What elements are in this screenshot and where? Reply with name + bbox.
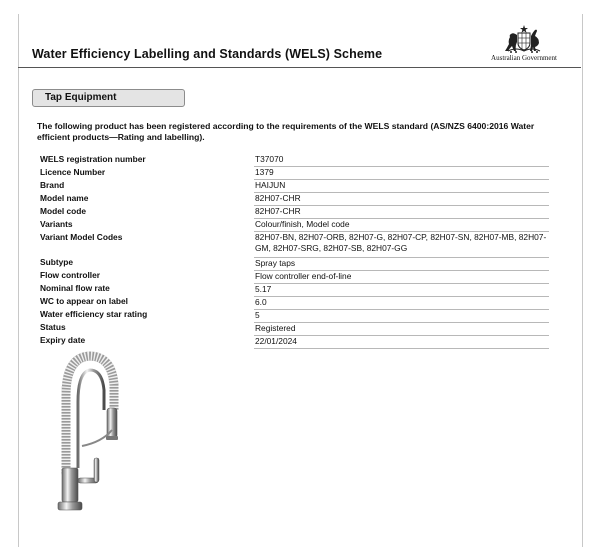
row-value: 5.17 xyxy=(254,283,549,296)
table-row xyxy=(40,219,549,232)
table-row xyxy=(40,335,549,348)
row-label: Flow controller xyxy=(40,270,101,281)
row-value: 82H07-CHR xyxy=(254,193,549,206)
table-row xyxy=(40,283,549,296)
row-label: Brand xyxy=(40,179,65,190)
row-value: Colour/finish, Model code xyxy=(254,219,549,232)
table-row xyxy=(40,206,549,219)
table-row xyxy=(40,180,549,193)
coat-of-arms-icon xyxy=(502,24,546,54)
table-row xyxy=(40,232,549,258)
row-label: Subtype xyxy=(40,257,74,268)
row-label: WELS registration number xyxy=(40,154,146,164)
table-row xyxy=(40,309,549,322)
row-label: Variants xyxy=(40,218,73,229)
product-image-tap xyxy=(44,350,144,515)
logo-caption: Australian Government xyxy=(491,54,557,62)
table-row xyxy=(40,322,549,335)
page-title: Water Efficiency Labelling and Standards (WELS) Scheme xyxy=(32,47,383,61)
table-row xyxy=(40,270,549,283)
section-header xyxy=(32,89,185,107)
row-label: Status xyxy=(40,322,66,333)
row-value: HAIJUN xyxy=(254,180,549,193)
intro-text: The following product has been registered according to the requirements of the WELS standard (AS/NZS 6400:2016 Water efficient products—Rating and labelling). xyxy=(37,121,535,142)
row-value: Spray taps xyxy=(254,257,549,270)
table-row xyxy=(40,193,549,206)
row-label: Expiry date xyxy=(40,335,86,346)
row-label: WC to appear on label xyxy=(40,296,128,307)
section-label: Tap Equipment xyxy=(45,92,117,103)
row-value: Flow controller end-of-line xyxy=(254,270,549,283)
row-label: Nominal flow rate xyxy=(40,283,110,294)
row-label: Licence Number xyxy=(40,166,106,177)
row-label: Model name xyxy=(40,192,89,203)
row-value: 1379 xyxy=(254,167,549,180)
row-value: 5 xyxy=(254,309,549,322)
table-row xyxy=(40,154,549,167)
table-row xyxy=(40,167,549,180)
details-table xyxy=(40,154,549,349)
row-value: 22/01/2024 xyxy=(254,335,549,348)
row-value: T37070 xyxy=(254,154,549,167)
row-value: 82H07-CHR xyxy=(254,206,549,219)
header-divider xyxy=(18,67,581,68)
row-value: 82H07-BN, 82H07-ORB, 82H07-G, 82H07-CP, 82H07-SN, 82H07-MB, 82H07-GM, 82H07-SRG, 82H07-SB, 82H07-GG xyxy=(254,232,549,258)
row-label: Variant Model Codes xyxy=(40,231,123,242)
table-row xyxy=(40,257,549,270)
row-value: 6.0 xyxy=(254,296,549,309)
row-value: Registered xyxy=(254,322,549,335)
row-label: Model code xyxy=(40,205,87,216)
row-label: Water efficiency star rating xyxy=(40,309,148,320)
australian-government-logo xyxy=(486,24,562,64)
table-row xyxy=(40,296,549,309)
